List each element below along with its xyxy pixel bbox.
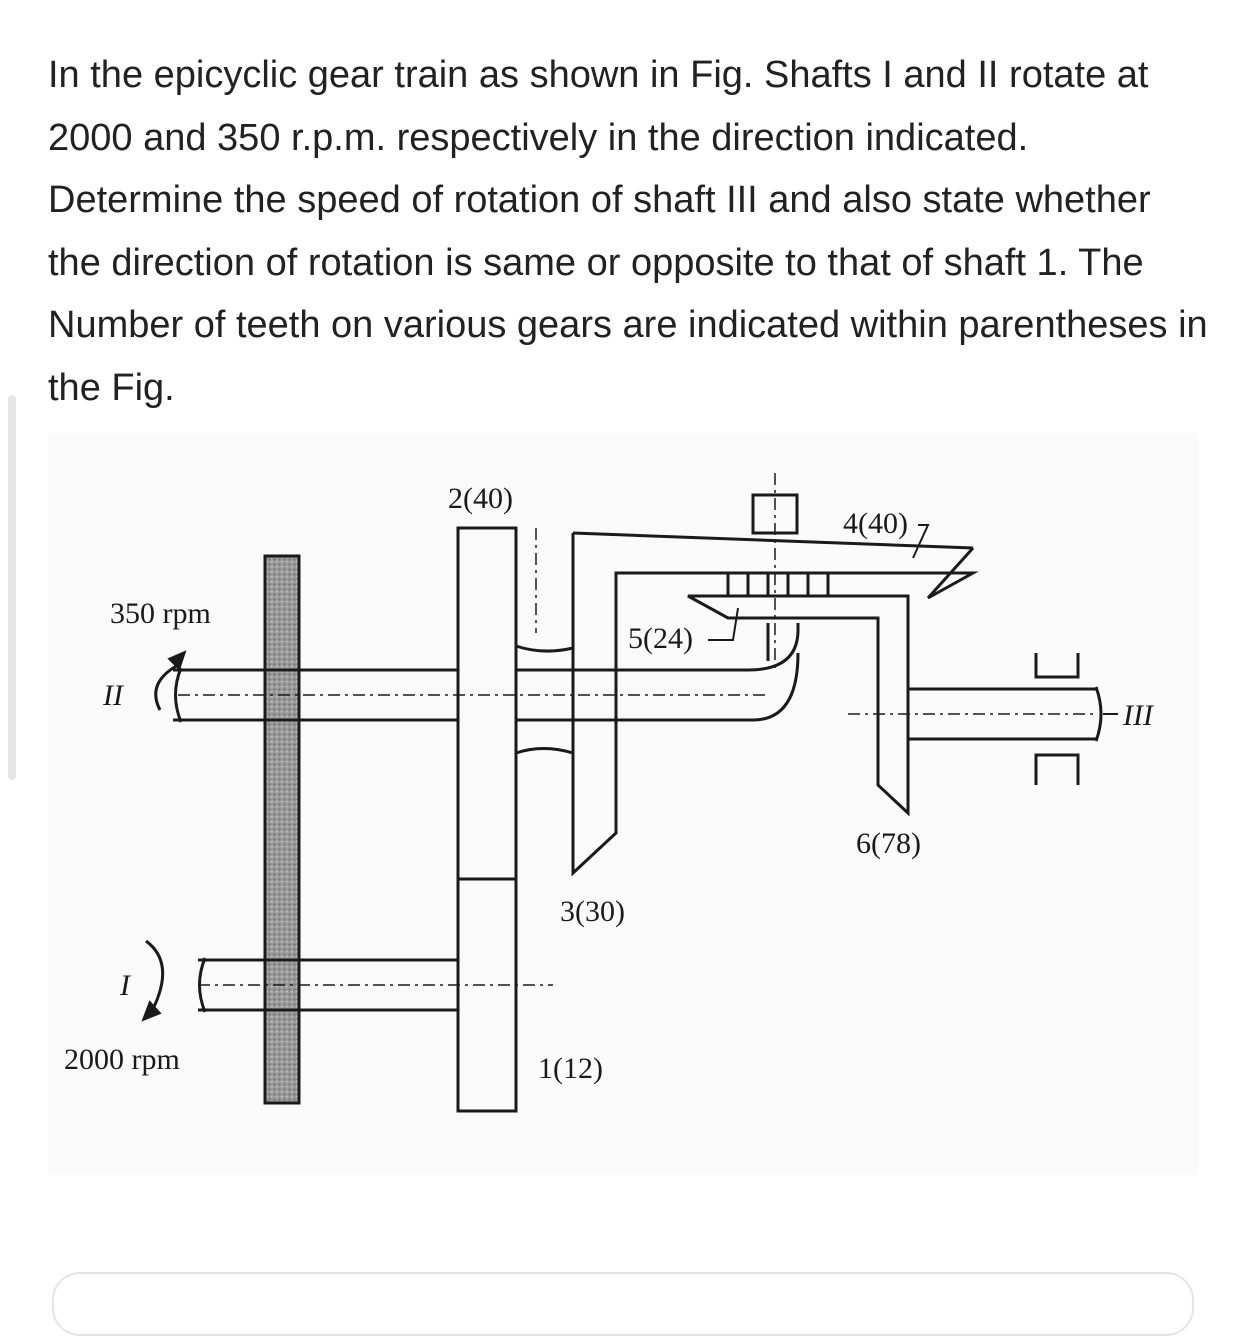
gear-6-label: 6(78): [856, 827, 921, 860]
gear-2-label: 2(40): [448, 482, 513, 515]
shaft-1-label: I: [120, 969, 130, 1002]
frame-casing: [265, 556, 299, 1103]
gear-5-label: 5(24): [628, 622, 693, 655]
shaft-3-label: III: [1123, 699, 1153, 732]
gear-1: [458, 879, 516, 1111]
gear-2: [458, 528, 516, 879]
gear-3-label: 3(30): [560, 895, 625, 928]
figure-background: [48, 433, 1198, 1175]
gear-4-label: 4(40): [843, 507, 908, 540]
epicyclic-gear-train-figure: [48, 433, 1198, 1175]
shaft-2-label: II: [103, 679, 123, 712]
shaft-2-speed-label: 350 rpm: [110, 597, 211, 630]
question-text: In the epicyclic gear train as shown in Fig. Shafts I and II rotate at 2000 and 350 r.p.m. respectively in the direction indicated. Determine the speed of rotation of shaft III and also state whether the direction of rotation is same or opposite to that of shaft 1. The Number of teeth on various gears are indicated within parentheses in the Fig.: [48, 54, 1208, 409]
gear-1-label: 1(12): [538, 1052, 603, 1085]
scroll-indicator[interactable]: [8, 395, 16, 780]
next-card: [52, 1272, 1194, 1336]
shaft-1-speed-label: 2000 rpm: [64, 1043, 180, 1076]
